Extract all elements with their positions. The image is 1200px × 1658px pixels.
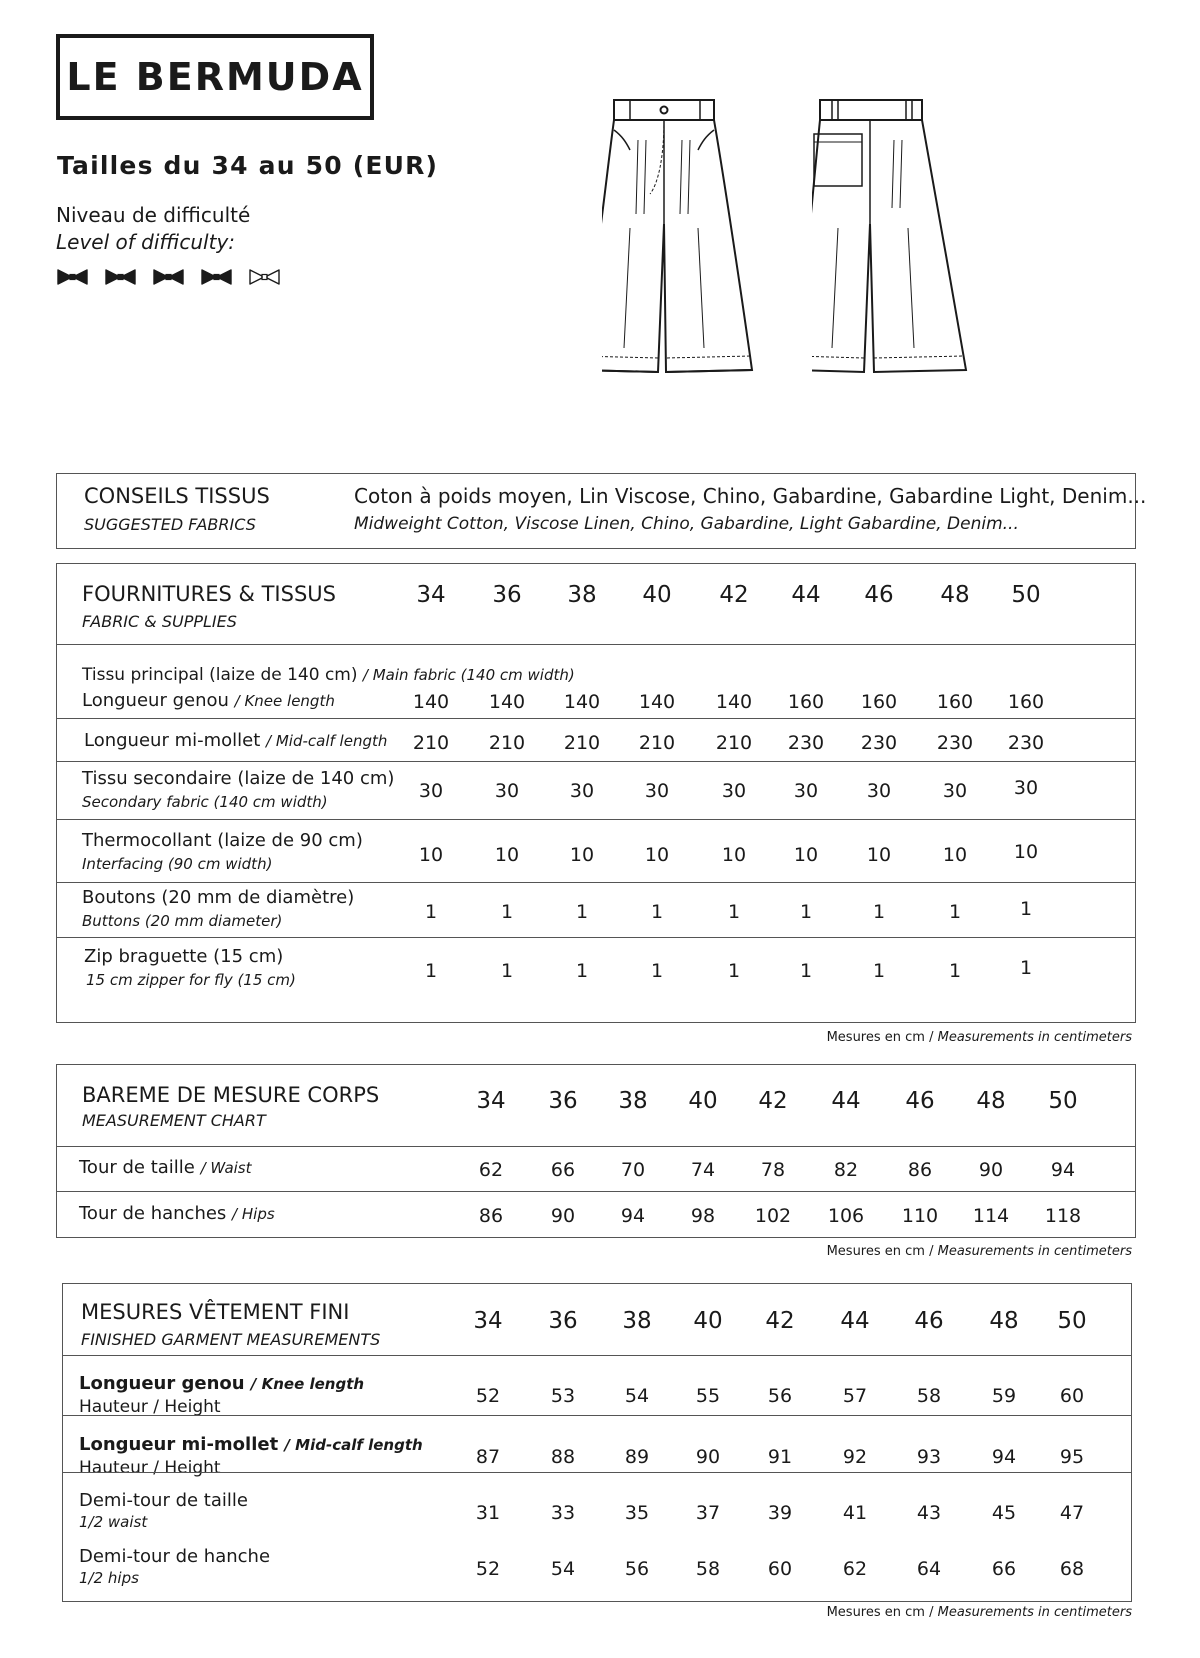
size-header: 42: [719, 582, 749, 608]
table-cell: 66: [991, 1558, 1017, 1580]
measurement-note: [827, 1605, 1132, 1620]
size-header: 50: [1048, 1088, 1078, 1114]
table-cell: 1: [424, 960, 438, 982]
finished-row-sublabel: Hauteur / Height: [79, 1397, 221, 1417]
table-cell: 94: [991, 1446, 1017, 1468]
table-cell: 66: [550, 1159, 576, 1181]
chart-title-en: MEASUREMENT CHART: [82, 1111, 266, 1130]
table-cell: 210: [412, 732, 450, 754]
table-cell: 54: [550, 1558, 576, 1580]
table-cell: 160: [860, 691, 898, 713]
table-cell: 90: [978, 1159, 1004, 1181]
row-label-fr: Longueur mi-mollet: [84, 730, 261, 751]
table-cell: 10: [866, 844, 892, 866]
row-divider: [57, 819, 1135, 820]
measurement-note: [827, 1030, 1132, 1045]
size-header: 38: [618, 1088, 648, 1114]
table-cell: 41: [842, 1502, 868, 1524]
size-header: 36: [548, 1088, 578, 1114]
divider: [63, 1355, 1131, 1356]
table-cell: 87: [475, 1446, 501, 1468]
size-header: 48: [976, 1088, 1006, 1114]
table-cell: 30: [644, 780, 670, 802]
size-header: 34: [416, 582, 446, 608]
size-header: 44: [831, 1088, 861, 1114]
chart-row-label: [79, 1157, 252, 1178]
table-cell: 57: [842, 1385, 868, 1407]
table-cell: 1: [1019, 898, 1033, 920]
bowtie-filled-icon: [104, 268, 137, 286]
size-header: 46: [905, 1088, 935, 1114]
row-label-en: / Knee length: [234, 692, 335, 710]
body-measurement-table: [56, 1064, 1136, 1238]
row-divider: [57, 761, 1135, 762]
table-cell: 39: [767, 1502, 793, 1524]
divider: [57, 1146, 1135, 1147]
size-header: 44: [791, 582, 821, 608]
divider: [57, 644, 1135, 645]
table-cell: 30: [569, 780, 595, 802]
table-cell: 58: [695, 1558, 721, 1580]
pattern-title: LE BERMUDA: [66, 55, 364, 99]
fabrics-title-en: SUGGESTED FABRICS: [84, 515, 256, 534]
table-cell: 160: [1007, 691, 1045, 713]
row-label-fr: Longueur mi-mollet: [79, 1434, 279, 1455]
size-header: 40: [688, 1088, 718, 1114]
table-cell: 90: [550, 1205, 576, 1227]
table-cell: 102: [754, 1205, 792, 1227]
suggested-fabrics-panel: [56, 473, 1147, 549]
table-cell: 58: [916, 1385, 942, 1407]
table-cell: 10: [569, 844, 595, 866]
table-cell: 60: [1059, 1385, 1085, 1407]
table-cell: 74: [690, 1159, 716, 1181]
row-label-en: / Waist: [200, 1159, 252, 1177]
table-cell: 93: [916, 1446, 942, 1468]
table-cell: 160: [936, 691, 974, 713]
table-cell: 70: [620, 1159, 646, 1181]
main-fabric-en: / Main fabric (140 cm width): [362, 666, 575, 684]
size-header: 48: [940, 582, 970, 608]
table-cell: 1: [424, 901, 438, 923]
table-cell: 140: [715, 691, 753, 713]
table-cell: 1: [500, 901, 514, 923]
table-cell: 1: [948, 901, 962, 923]
row-divider: [63, 1415, 1131, 1416]
supplies-table: [56, 563, 1136, 1023]
row-label-en: / Hips: [232, 1205, 275, 1223]
row-label-en: / Mid-calf length: [266, 732, 388, 750]
finished-title-en: FINISHED GARMENT MEASUREMENTS: [81, 1330, 381, 1349]
note-separator: /: [924, 1605, 938, 1620]
row-divider: [57, 937, 1135, 938]
size-header: 46: [864, 582, 894, 608]
table-cell: 118: [1044, 1205, 1082, 1227]
table-cell: 37: [695, 1502, 721, 1524]
size-header: 34: [473, 1308, 503, 1334]
table-cell: 1: [727, 960, 741, 982]
bowtie-filled-icon: [152, 268, 185, 286]
row-label-fr: Longueur genou: [79, 1373, 245, 1394]
table-cell: 64: [916, 1558, 942, 1580]
back-view-illustration: [812, 98, 1030, 402]
table-cell: 10: [721, 844, 747, 866]
size-header: 48: [989, 1308, 1019, 1334]
supplies-row-label: [82, 690, 335, 711]
note-separator: /: [924, 1244, 938, 1259]
supplies-row-label-fr: Boutons (20 mm de diamètre): [82, 887, 355, 908]
table-cell: 230: [1007, 732, 1045, 754]
finished-row-sublabel: 1/2 waist: [79, 1513, 148, 1531]
table-cell: 1: [575, 960, 589, 982]
table-cell: 82: [833, 1159, 859, 1181]
main-fabric-label: [82, 665, 575, 685]
table-cell: 89: [624, 1446, 650, 1468]
measurement-note: [827, 1244, 1132, 1259]
supplies-row-label-fr: Tissu secondaire (laize de 140 cm): [82, 768, 395, 789]
table-cell: 1: [799, 901, 813, 923]
table-cell: 230: [787, 732, 825, 754]
table-cell: 68: [1059, 1558, 1085, 1580]
table-cell: 30: [793, 780, 819, 802]
table-cell: 60: [767, 1558, 793, 1580]
table-cell: 94: [620, 1205, 646, 1227]
finished-row-label: [79, 1434, 423, 1455]
table-cell: 10: [644, 844, 670, 866]
size-header: 34: [476, 1088, 506, 1114]
table-cell: 91: [767, 1446, 793, 1468]
finished-row-sublabel: 1/2 hips: [79, 1569, 139, 1587]
table-cell: 1: [1019, 957, 1033, 979]
table-cell: 210: [715, 732, 753, 754]
note-separator: /: [924, 1030, 938, 1045]
table-cell: 88: [550, 1446, 576, 1468]
table-cell: 106: [827, 1205, 865, 1227]
size-header: 36: [492, 582, 522, 608]
row-label-fr: Longueur genou: [82, 690, 229, 711]
table-cell: 86: [907, 1159, 933, 1181]
size-header: 38: [567, 582, 597, 608]
table-cell: 1: [500, 960, 514, 982]
main-fabric-fr: Tissu principal (laize de 140 cm): [82, 665, 358, 685]
size-header: 50: [1057, 1308, 1087, 1334]
table-cell: 62: [478, 1159, 504, 1181]
row-divider: [57, 718, 1135, 719]
table-cell: 95: [1059, 1446, 1085, 1468]
difficulty-label-fr: Niveau de difficulté: [56, 203, 251, 227]
table-cell: 86: [478, 1205, 504, 1227]
finished-garment-table: [62, 1283, 1132, 1602]
table-cell: 30: [418, 780, 444, 802]
table-cell: 52: [475, 1558, 501, 1580]
row-divider: [63, 1472, 1131, 1473]
table-cell: 210: [638, 732, 676, 754]
note-en: Measurements in centimeters: [937, 1605, 1132, 1620]
finished-row-label: [79, 1373, 364, 1394]
note-en: Measurements in centimeters: [937, 1244, 1132, 1259]
table-cell: 56: [624, 1558, 650, 1580]
table-cell: 10: [494, 844, 520, 866]
table-cell: 35: [624, 1502, 650, 1524]
table-cell: 10: [942, 844, 968, 866]
table-cell: 98: [690, 1205, 716, 1227]
table-cell: 55: [695, 1385, 721, 1407]
table-cell: 140: [638, 691, 676, 713]
table-cell: 78: [760, 1159, 786, 1181]
finished-row-sublabel: Hauteur / Height: [79, 1458, 221, 1478]
table-cell: 140: [563, 691, 601, 713]
table-cell: 62: [842, 1558, 868, 1580]
table-cell: 1: [727, 901, 741, 923]
front-view-illustration: [602, 98, 802, 402]
table-cell: 1: [575, 901, 589, 923]
table-cell: 10: [418, 844, 444, 866]
table-cell: 140: [488, 691, 526, 713]
size-header: 44: [840, 1308, 870, 1334]
table-cell: 56: [767, 1385, 793, 1407]
supplies-title-fr: FOURNITURES & TISSUS: [82, 582, 336, 606]
table-cell: 47: [1059, 1502, 1085, 1524]
table-cell: 52: [475, 1385, 501, 1407]
supplies-row-label-fr: Thermocollant (laize de 90 cm): [82, 830, 363, 851]
size-header: 50: [1011, 582, 1041, 608]
table-cell: 210: [488, 732, 526, 754]
table-cell: 160: [787, 691, 825, 713]
supplies-row-label-en: Buttons (20 mm diameter): [82, 912, 283, 930]
size-header: 40: [693, 1308, 723, 1334]
chart-row-label: [79, 1203, 275, 1224]
table-cell: 1: [872, 901, 886, 923]
table-cell: 210: [563, 732, 601, 754]
table-cell: 30: [494, 780, 520, 802]
table-cell: 10: [793, 844, 819, 866]
fabrics-list-fr: Coton à poids moyen, Lin Viscose, Chino, Gabardine, Gabardine Light, Denim...: [354, 484, 1147, 508]
fabrics-title-fr: CONSEILS TISSUS: [84, 484, 270, 508]
table-cell: 94: [1050, 1159, 1076, 1181]
table-cell: 1: [948, 960, 962, 982]
supplies-row-label-en: Secondary fabric (140 cm width): [82, 793, 328, 811]
table-cell: 30: [721, 780, 747, 802]
table-cell: 140: [412, 691, 450, 713]
bowtie-filled-icon: [56, 268, 89, 286]
finished-row-label: Demi-tour de taille: [79, 1490, 248, 1511]
table-cell: 45: [991, 1502, 1017, 1524]
table-cell: 110: [901, 1205, 939, 1227]
table-cell: 10: [1013, 841, 1039, 863]
size-header: 46: [914, 1308, 944, 1334]
bowtie-outline-icon: [248, 268, 281, 286]
row-label-fr: Tour de hanches: [79, 1203, 227, 1224]
row-divider: [57, 882, 1135, 883]
table-cell: 54: [624, 1385, 650, 1407]
table-cell: 33: [550, 1502, 576, 1524]
note-fr: Mesures en cm: [826, 1605, 925, 1620]
table-cell: 30: [942, 780, 968, 802]
size-header: 42: [758, 1088, 788, 1114]
row-label-en: / Knee length: [250, 1375, 365, 1393]
table-cell: 230: [860, 732, 898, 754]
finished-title-fr: MESURES VÊTEMENT FINI: [81, 1300, 350, 1324]
title-box: [56, 34, 374, 120]
supplies-row-label-en: 15 cm zipper for fly (15 cm): [86, 971, 296, 989]
table-cell: 59: [991, 1385, 1017, 1407]
supplies-row-label: [84, 730, 387, 751]
table-cell: 230: [936, 732, 974, 754]
table-cell: 53: [550, 1385, 576, 1407]
table-cell: 30: [1013, 777, 1039, 799]
difficulty-rating: [56, 268, 281, 286]
size-header: 36: [548, 1308, 578, 1334]
supplies-row-label-en: Interfacing (90 cm width): [82, 855, 273, 873]
chart-title-fr: BAREME DE MESURE CORPS: [82, 1083, 380, 1107]
supplies-title-en: FABRIC & SUPPLIES: [82, 612, 237, 631]
bowtie-filled-icon: [200, 268, 233, 286]
table-cell: 31: [475, 1502, 501, 1524]
table-cell: 43: [916, 1502, 942, 1524]
table-cell: 30: [866, 780, 892, 802]
difficulty-label-en: Level of difficulty:: [56, 230, 236, 254]
row-label-en: / Mid-calf length: [284, 1436, 423, 1454]
size-header: 40: [642, 582, 672, 608]
row-divider: [57, 1191, 1135, 1192]
table-cell: 1: [799, 960, 813, 982]
finished-row-label: Demi-tour de hanche: [79, 1546, 271, 1567]
size-header: 42: [765, 1308, 795, 1334]
table-cell: 1: [650, 901, 664, 923]
note-en: Measurements in centimeters: [937, 1030, 1132, 1045]
size-header: 38: [622, 1308, 652, 1334]
note-fr: Mesures en cm: [826, 1244, 925, 1259]
table-cell: 1: [872, 960, 886, 982]
table-cell: 90: [695, 1446, 721, 1468]
supplies-row-label-fr: Zip braguette (15 cm): [84, 946, 284, 967]
size-range: Tailles du 34 au 50 (EUR): [57, 151, 439, 180]
note-fr: Mesures en cm: [826, 1030, 925, 1045]
table-cell: 92: [842, 1446, 868, 1468]
table-cell: 114: [972, 1205, 1010, 1227]
fabrics-list-en: Midweight Cotton, Viscose Linen, Chino, Gabardine, Light Gabardine, Denim...: [354, 514, 1019, 534]
row-label-fr: Tour de taille: [79, 1157, 195, 1178]
table-cell: 1: [650, 960, 664, 982]
